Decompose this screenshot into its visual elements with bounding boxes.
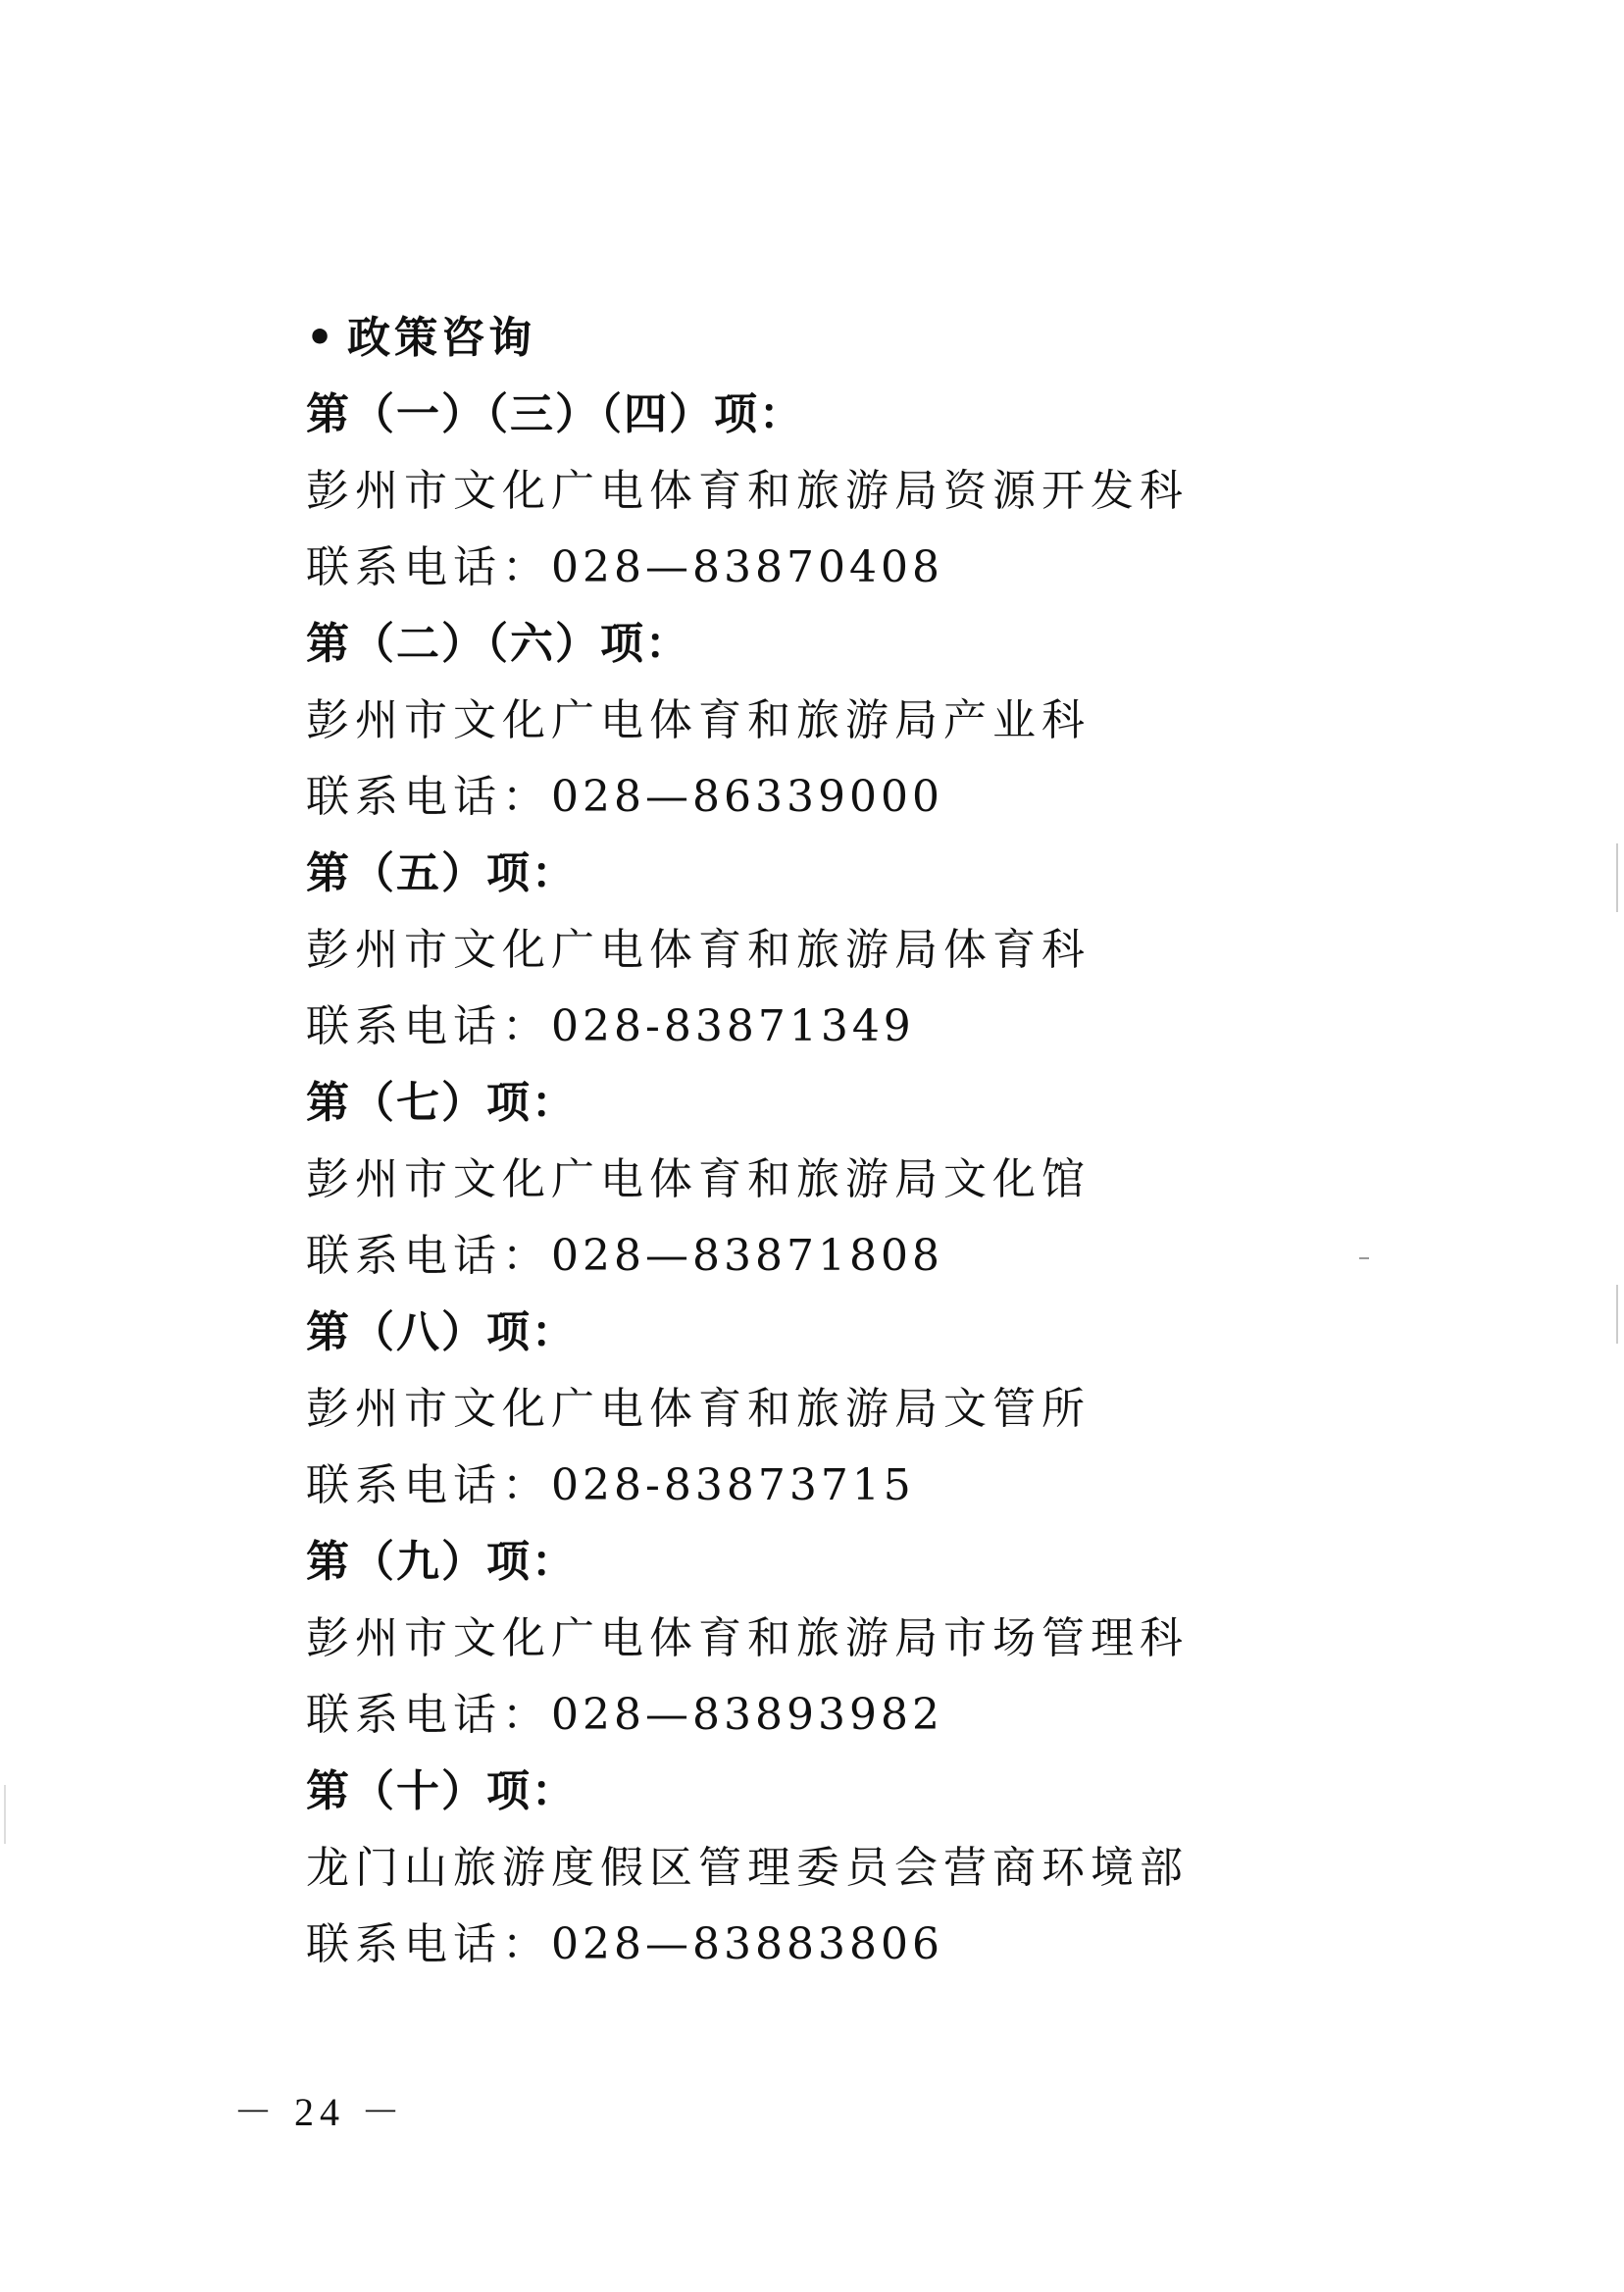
phone-label: 联系电话： [306,1001,551,1051]
phone-label: 联系电话： [306,542,551,592]
phone-label: 联系电话： [306,1460,551,1510]
section-title: 政策咨询 [347,313,536,363]
item-heading: 第（十）项： [306,1766,577,1816]
department-name: 彭州市文化广电体育和旅游局资源开发科 [306,466,1189,516]
contact-phone-row [306,1677,1483,1754]
contact-phone-row [306,1907,1483,1983]
contact-phone-row [306,759,1483,836]
phone-label: 联系电话： [306,1690,551,1740]
contact-phone-row [306,989,1483,1065]
document-body [306,300,1483,1983]
item-heading: 第（九）项： [306,1537,577,1587]
department-name: 彭州市文化广电体育和旅游局产业科 [306,695,1091,745]
department-name: 彭州市文化广电体育和旅游局体育科 [306,925,1091,975]
phone-number: 028-83871349 [551,1001,915,1051]
phone-number: 028—83883806 [551,1919,943,1969]
phone-number: 028—83871808 [551,1231,943,1281]
department-name: 龙门山旅游度假区管理委员会营商环境部 [306,1843,1189,1893]
page-number: － 24 － [233,2090,406,2134]
department-name: 彭州市文化广电体育和旅游局文管所 [306,1384,1091,1434]
phone-label: 联系电话： [306,772,551,822]
department-name: 彭州市文化广电体育和旅游局市场管理科 [306,1613,1189,1663]
item-heading: 第（七）项： [306,1078,577,1128]
phone-number: 028-83873715 [551,1460,915,1510]
item-heading: 第（八）项： [306,1307,577,1357]
item-heading: 第（五）项： [306,848,577,898]
bullet-icon: • [306,313,338,363]
scan-mark [4,1785,6,1844]
phone-number: 028—86339000 [551,772,943,822]
item-heading: 第（一）（三）（四）项： [306,389,804,439]
contact-phone-row [306,530,1483,606]
department-name: 彭州市文化广电体育和旅游局文化馆 [306,1154,1091,1204]
scan-mark [1359,1257,1369,1259]
scan-mark [1616,843,1618,912]
phone-label: 联系电话： [306,1919,551,1969]
section-title-row [306,300,1483,377]
phone-label: 联系电话： [306,1231,551,1281]
contact-phone-row [306,1448,1483,1524]
phone-number: 028—83893982 [551,1690,943,1740]
scan-mark [1616,1285,1618,1344]
phone-number: 028—83870408 [551,542,943,592]
item-heading: 第（二）（六）项： [306,619,690,669]
contact-phone-row [306,1218,1483,1295]
